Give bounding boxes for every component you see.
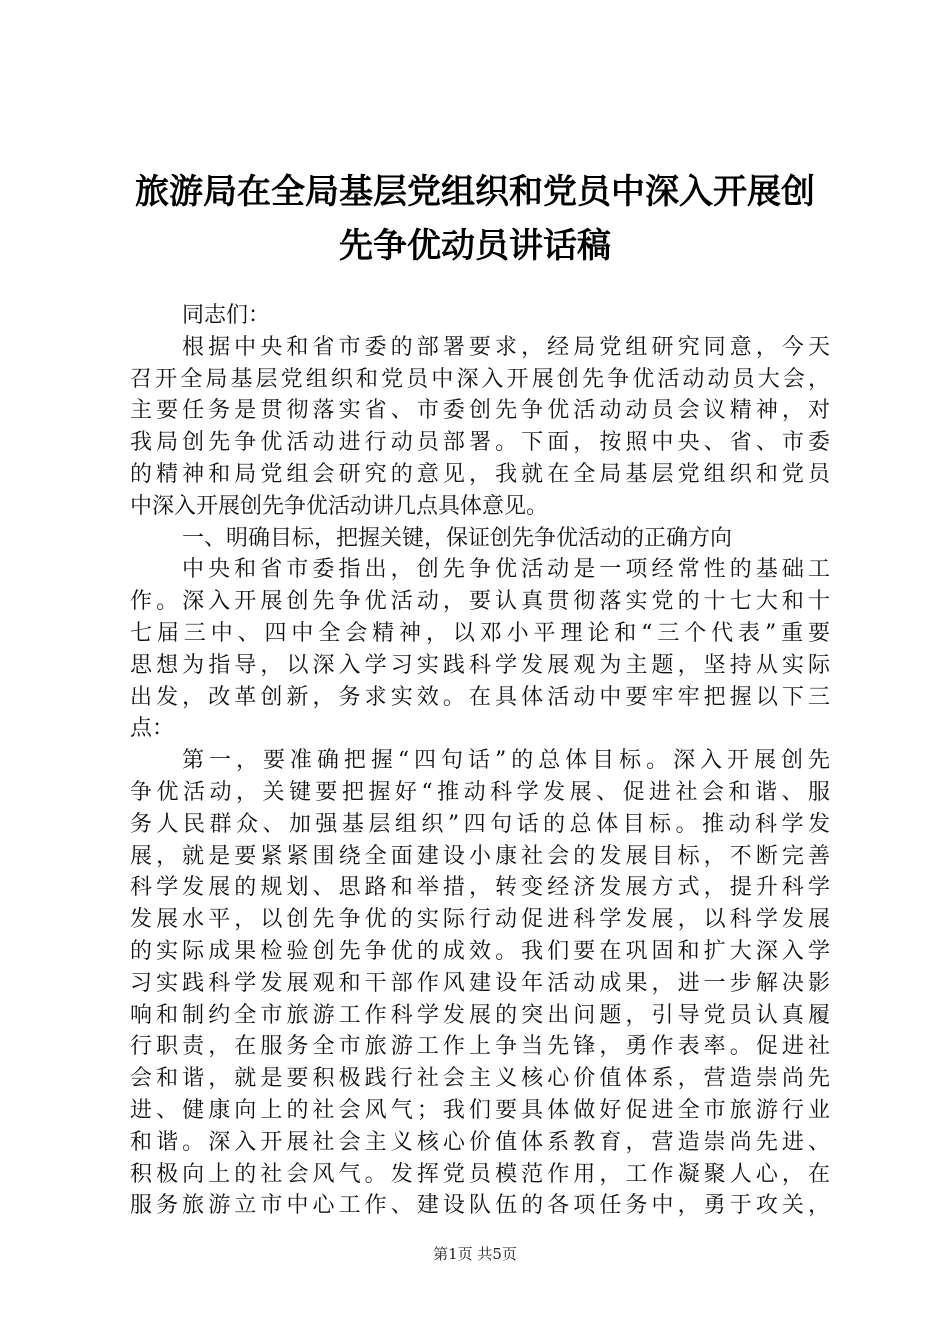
page-footer: 第1页 共5页 — [433, 1245, 517, 1263]
body-line: 点： — [130, 716, 175, 742]
body-line: 七届三中、四中全会精神，以邓小平理论和“三个代表”重要 — [130, 620, 830, 646]
body-line: 的实际成果检验创先争优的成效。我们要在巩固和扩大深入学 — [130, 938, 830, 964]
body-line: 积极向上的社会风气。发挥党员模范作用，工作凝聚人心，在 — [130, 1161, 830, 1187]
body-line: 响和制约全市旅游工作科学发展的突出问题，引导党员认真履 — [130, 1002, 830, 1028]
body-line: 召开全局基层党组织和党员中深入开展创先争优活动动员大会， — [130, 366, 830, 392]
body-line: 根据中央和省市委的部署要求，经局党组研究同意，今天 — [182, 334, 830, 360]
document-title-line-1: 旅游局在全局基层党组织和党员中深入开展创 — [135, 172, 815, 212]
body-line: 务人民群众、加强基层组织”四句话的总体目标。推动科学发 — [130, 811, 830, 837]
body-line: 会和谐，就是要积极践行社会主义核心价值体系，营造崇尚先 — [130, 1066, 830, 1092]
body-line: 和谐。深入开展社会主义核心价值体系教育，营造崇尚先进、 — [130, 1129, 830, 1155]
body-line: 中深入开展创先争优活动讲几点具体意见。 — [130, 493, 549, 519]
body-line: 第一，要准确把握“四句话”的总体目标。深入开展创先 — [182, 748, 830, 774]
document-body — [130, 300, 830, 1222]
body-line: 主要任务是贯彻落实省、市委创先争优活动动员会议精神，对 — [130, 398, 830, 424]
body-line: 我局创先争优活动进行动员部署。下面，按照中央、省、市委 — [130, 430, 830, 456]
body-line: 的精神和局党组会研究的意见，我就在全局基层党组织和党员 — [130, 461, 830, 487]
body-line: 同志们： — [182, 303, 271, 328]
body-line: 服务旅游立市中心工作、建设队伍的各项任务中，勇于攻关， — [130, 1193, 830, 1219]
body-line: 科学发展的规划、思路和举措，转变经济发展方式，提升科学 — [130, 875, 830, 901]
body-line: 出发，改革创新，务求实效。在具体活动中要牢牢把握以下三 — [130, 684, 830, 710]
body-line: 作。深入开展创先争优活动，要认真贯彻落实党的十七大和十 — [130, 589, 830, 615]
document-title-line-2: 先争优动员讲话稿 — [339, 226, 611, 266]
body-line: 展，就是要紧紧围绕全面建设小康社会的发展目标，不断完善 — [130, 843, 830, 869]
body-line: 争优活动，关键要把握好“推动科学发展、促进社会和谐、服 — [130, 779, 830, 805]
body-line: 行职责，在服务全市旅游工作上争当先锋，勇作表率。促进社 — [130, 1034, 830, 1060]
body-line: 进、健康向上的社会风气；我们要具体做好促进全市旅游行业 — [130, 1097, 830, 1123]
body-line: 思想为指导，以深入学习实践科学发展观为主题，坚持从实际 — [130, 652, 830, 678]
body-line: 习实践科学发展观和干部作风建设年活动成果，进一步解决影 — [130, 970, 830, 996]
body-line: 中央和省市委指出，创先争优活动是一项经常性的基础工 — [182, 557, 830, 583]
body-line: 一、明确目标，把握关键，保证创先争优活动的正确方向 — [182, 525, 733, 551]
body-line: 发展水平，以创先争优的实际行动促进科学发展，以科学发展 — [130, 907, 830, 933]
